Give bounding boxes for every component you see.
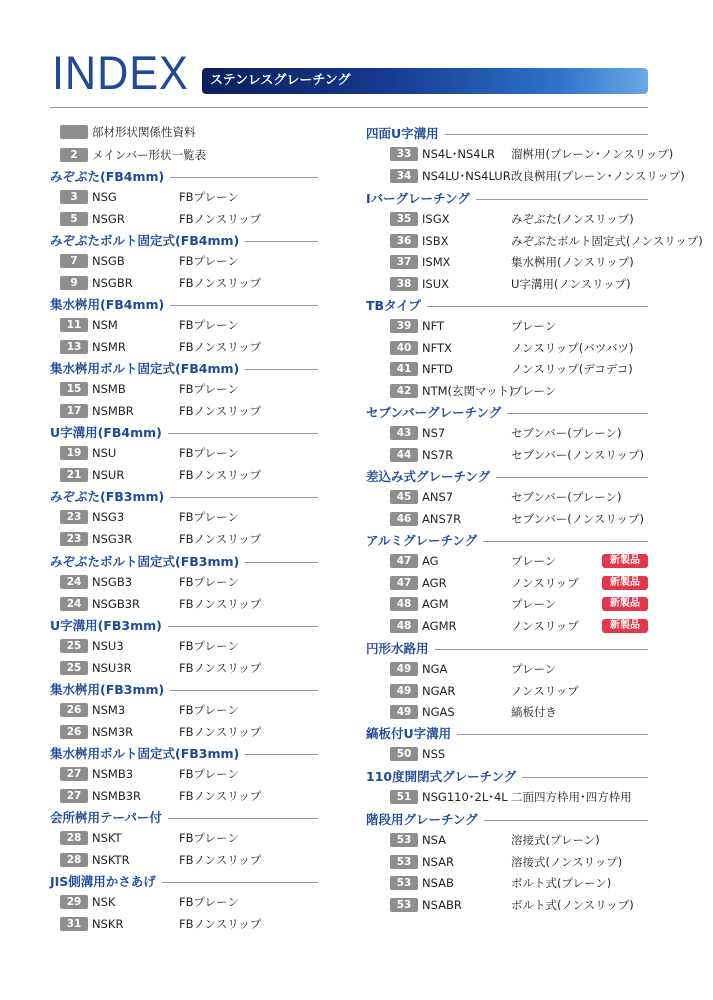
section-heading xyxy=(366,725,648,743)
product-description: セブンバー(プレーン) xyxy=(511,426,622,440)
page-number-badge: 28 xyxy=(60,853,88,867)
product-description: FBノンスリップ xyxy=(179,916,262,931)
page-number-badge: 49 xyxy=(390,684,418,698)
section-rule xyxy=(162,882,318,883)
product-code: NSMR xyxy=(92,339,126,354)
page-number-badge: 42 xyxy=(390,384,418,398)
product-description: ノンスリップ xyxy=(511,618,579,633)
product-description: プレーン xyxy=(511,554,557,568)
page-header xyxy=(0,0,713,120)
section-title: 集水桝用ボルト固定式(FB3mm) xyxy=(50,746,240,761)
category-banner-label: ステンレスグレーチング xyxy=(210,73,351,88)
section-rule xyxy=(507,413,648,414)
section-rule xyxy=(484,820,648,821)
header-divider xyxy=(50,107,648,108)
section-title: 集水桝用(FB3mm) xyxy=(50,682,165,697)
index-entry[interactable] xyxy=(50,401,318,421)
product-code: NSMB3R xyxy=(92,788,142,803)
section-title: みぞぶたボルト固定式(FB3mm) xyxy=(50,554,240,569)
product-description: 改良桝用(プレーン･ノンスリップ) xyxy=(511,168,685,183)
section-rule xyxy=(245,562,318,563)
product-code: NSMB3 xyxy=(92,767,134,781)
section-heading xyxy=(50,681,318,699)
page-number-badge: 53 xyxy=(390,898,418,912)
page-number-badge: 50 xyxy=(390,747,418,761)
product-description: FBノンスリップ xyxy=(179,788,262,803)
section-title: 集水桝用(FB4mm) xyxy=(50,297,165,312)
product-description: セブンバー(ノンスリップ) xyxy=(511,511,644,526)
product-description: FBノンスリップ xyxy=(179,211,262,226)
product-code: NSGR xyxy=(92,211,125,226)
product-code: NSKTR xyxy=(92,852,130,867)
index-entry[interactable] xyxy=(366,423,648,443)
product-code: NSG3 xyxy=(92,510,125,524)
category-banner xyxy=(202,68,648,94)
section-title: セブンバーグレーチング xyxy=(366,405,502,420)
product-code: ISUX xyxy=(422,276,449,291)
section-heading xyxy=(50,232,318,250)
new-product-badge: 新製品 xyxy=(602,554,648,568)
page-number-badge: 17 xyxy=(60,404,88,418)
index-entry[interactable] xyxy=(50,209,318,229)
page-number-badge: 5 xyxy=(60,212,88,226)
product-code: NSUR xyxy=(92,467,125,482)
section-rule xyxy=(245,241,318,242)
page-number-badge: 47 xyxy=(390,576,418,590)
page-number-badge: 29 xyxy=(60,895,88,909)
index-entry[interactable] xyxy=(50,658,318,678)
section-title: U字溝用(FB3mm) xyxy=(50,618,162,633)
page-number-badge: 3 xyxy=(60,190,88,204)
product-code: NTM(玄関マット) xyxy=(422,383,514,398)
page-number-badge: 43 xyxy=(390,426,418,440)
page-number-badge: 7 xyxy=(60,254,88,268)
index-entry[interactable] xyxy=(50,850,318,870)
section-title: 会所桝用テーパー付 xyxy=(50,810,162,825)
index-entry[interactable] xyxy=(366,166,685,186)
section-rule xyxy=(168,626,318,627)
page-number-badge: 53 xyxy=(390,833,418,847)
index-entry[interactable] xyxy=(50,379,318,399)
index-entry[interactable] xyxy=(366,359,648,379)
product-code: ISBX xyxy=(422,233,449,248)
index-entry[interactable] xyxy=(366,702,648,722)
new-product-badge: 新製品 xyxy=(602,619,648,633)
index-entry[interactable] xyxy=(50,892,318,912)
product-description: セブンバー(プレーン) xyxy=(511,490,622,504)
product-description: 溶接式(プレーン) xyxy=(511,833,600,847)
page-number-badge: 23 xyxy=(60,510,88,524)
section-title: みぞぶた(FB4mm) xyxy=(50,169,165,184)
section-title: 差込み式グレーチング xyxy=(366,469,491,484)
page-number-badge: 23 xyxy=(60,532,88,546)
product-description: セブンバー(ノンスリップ) xyxy=(511,447,644,462)
page-number-badge: 46 xyxy=(390,512,418,526)
index-entry[interactable] xyxy=(50,187,318,207)
product-description: FBプレーン xyxy=(179,446,239,460)
section-heading xyxy=(366,468,648,486)
page-number-badge: 31 xyxy=(60,917,88,931)
product-code: AGM xyxy=(422,597,449,611)
index-entry[interactable] xyxy=(366,787,648,807)
section-rule xyxy=(170,497,318,498)
section-rule xyxy=(435,649,648,650)
index-entry[interactable] xyxy=(366,681,648,701)
product-code: AG xyxy=(422,554,439,568)
index-entry[interactable] xyxy=(366,445,648,465)
product-code: NSK xyxy=(92,895,116,909)
page-number-badge: 25 xyxy=(60,639,88,653)
product-code: ISGX xyxy=(422,212,450,226)
index-entry[interactable] xyxy=(50,700,318,720)
section-rule xyxy=(170,177,318,178)
product-code: NSU xyxy=(92,446,117,460)
product-description: ボルト式(プレーン) xyxy=(511,876,612,890)
product-description: FBプレーン xyxy=(179,510,239,524)
page-number-badge: 48 xyxy=(390,619,418,633)
section-title: 四面U字溝用 xyxy=(366,126,439,141)
page-number-badge: 41 xyxy=(390,362,418,376)
product-code: NSMBR xyxy=(92,403,134,418)
product-description: プレーン xyxy=(511,597,557,611)
page-number-badge: 2 xyxy=(60,148,88,162)
section-rule xyxy=(457,734,648,735)
section-title: Iバーグレーチング xyxy=(366,191,470,206)
product-code: NSABR xyxy=(422,897,462,912)
page-number-badge: 49 xyxy=(390,705,418,719)
product-code: NFTD xyxy=(422,362,453,376)
page-number-badge: 48 xyxy=(390,597,418,611)
index-entry[interactable] xyxy=(50,273,318,293)
page-number-badge: 27 xyxy=(60,767,88,781)
page-number-badge: 21 xyxy=(60,468,88,482)
product-description: 溜桝用(プレーン･ノンスリップ) xyxy=(511,147,674,161)
product-description: ノンスリップ xyxy=(511,683,579,698)
product-code: NSGB3 xyxy=(92,575,133,589)
product-code: NSAR xyxy=(422,854,454,869)
page-number-badge: 15 xyxy=(60,382,88,396)
section-heading xyxy=(366,125,648,143)
page-number-badge: 34 xyxy=(390,169,418,183)
product-code: NSG xyxy=(92,190,117,204)
product-description: 二面四方枠用･四方枠用 xyxy=(511,790,632,804)
page-number-badge: 24 xyxy=(60,597,88,611)
product-code: NSU3R xyxy=(92,660,132,675)
section-title: 集水桝用ボルト固定式(FB4mm) xyxy=(50,361,240,376)
index-entry[interactable] xyxy=(366,616,648,636)
product-code: NSU3 xyxy=(92,639,124,653)
page-number-badge: 24 xyxy=(60,575,88,589)
page-number-badge: 51 xyxy=(390,790,418,804)
product-description: FBノンスリップ xyxy=(179,531,262,546)
product-code: NSAB xyxy=(422,876,454,890)
page-title: INDEX xyxy=(52,46,189,99)
section-heading xyxy=(50,488,318,506)
page-number-badge: 19 xyxy=(60,446,88,460)
section-heading xyxy=(50,296,318,314)
section-title: みぞぶた(FB3mm) xyxy=(50,489,165,504)
index-entry[interactable] xyxy=(366,509,648,529)
product-description: FBプレーン xyxy=(179,254,239,268)
section-heading xyxy=(50,745,318,763)
section-rule xyxy=(245,754,318,755)
product-description: FBノンスリップ xyxy=(179,275,262,290)
index-entry[interactable] xyxy=(366,573,648,593)
section-heading xyxy=(366,297,648,315)
index-entry[interactable] xyxy=(366,744,648,764)
index-entry[interactable] xyxy=(50,529,318,549)
section-rule xyxy=(496,477,648,478)
index-entry[interactable] xyxy=(366,873,648,893)
index-entry[interactable] xyxy=(366,274,648,294)
section-title: 円形水路用 xyxy=(366,641,429,656)
product-description: U字溝用(ノンスリップ) xyxy=(511,276,631,291)
product-code: ANS7R xyxy=(422,511,462,526)
product-description: FBプレーン xyxy=(179,639,239,653)
index-entry[interactable] xyxy=(366,594,648,614)
section-heading xyxy=(366,811,648,829)
page-number-badge xyxy=(60,125,88,139)
section-heading xyxy=(366,190,648,208)
product-code: NSKT xyxy=(92,831,122,845)
product-description: FBプレーン xyxy=(179,703,239,717)
section-title: みぞぶたボルト固定式(FB4mm) xyxy=(50,233,240,248)
page-number-badge: 35 xyxy=(390,212,418,226)
product-code: 部材形状関係性資料 xyxy=(92,125,196,139)
product-description: FBプレーン xyxy=(179,318,239,332)
page-number-badge: 53 xyxy=(390,876,418,890)
section-heading xyxy=(50,424,318,442)
product-description: FBノンスリップ xyxy=(179,596,262,611)
section-heading xyxy=(366,768,648,786)
index-entry[interactable] xyxy=(366,487,648,507)
index-entry[interactable] xyxy=(50,251,318,271)
section-heading xyxy=(366,640,648,658)
section-heading xyxy=(366,532,648,550)
section-rule xyxy=(168,818,318,819)
product-code: NSG110･2L･4L xyxy=(422,790,508,804)
section-title: TBタイプ xyxy=(366,298,421,313)
index-entry[interactable] xyxy=(50,828,318,848)
product-code: NS7R xyxy=(422,447,454,462)
product-code: NSMB xyxy=(92,382,126,396)
index-entry[interactable] xyxy=(50,507,318,527)
product-description: FBプレーン xyxy=(179,831,239,845)
section-heading xyxy=(366,404,648,422)
product-code: NGAR xyxy=(422,683,456,698)
index-entry[interactable] xyxy=(50,764,318,784)
page-number-badge: 13 xyxy=(60,340,88,354)
product-code: NSA xyxy=(422,833,446,847)
section-rule xyxy=(483,541,648,542)
index-entry[interactable] xyxy=(366,852,648,872)
product-code: NSGBR xyxy=(92,275,133,290)
section-rule xyxy=(427,306,648,307)
page-number-badge: 11 xyxy=(60,318,88,332)
product-description: FBノンスリップ xyxy=(179,339,262,354)
product-description: FBノンスリップ xyxy=(179,467,262,482)
product-description: みぞぶたボルト固定式(ノンスリップ) xyxy=(511,233,703,248)
section-title: JIS側溝用かさあげ xyxy=(50,874,156,889)
index-entry[interactable] xyxy=(366,830,648,850)
index-entry[interactable] xyxy=(50,572,318,592)
product-description: 集水桝用(ノンスリップ) xyxy=(511,255,634,269)
section-heading xyxy=(50,873,318,891)
index-entry[interactable] xyxy=(50,443,318,463)
product-code: NS4LU･NS4LUR xyxy=(422,168,511,183)
product-code: NS7 xyxy=(422,426,446,440)
product-code: NSG3R xyxy=(92,531,133,546)
section-title: 階段用グレーチング xyxy=(366,812,478,827)
product-description: プレーン xyxy=(511,319,557,333)
section-heading xyxy=(50,617,318,635)
product-code: NFTX xyxy=(422,340,452,355)
product-description: FBプレーン xyxy=(179,575,239,589)
page-number-badge: 49 xyxy=(390,662,418,676)
page-number-badge: 28 xyxy=(60,831,88,845)
product-code: NSM xyxy=(92,318,118,332)
index-entry[interactable] xyxy=(366,209,648,229)
product-description: ボルト式(ノンスリップ) xyxy=(511,897,634,912)
index-entry[interactable] xyxy=(366,231,703,251)
section-title: U字溝用(FB4mm) xyxy=(50,425,162,440)
section-heading xyxy=(50,553,318,571)
index-entry[interactable] xyxy=(366,144,674,164)
page-number-badge: 26 xyxy=(60,703,88,717)
section-title: 縞板付U字溝用 xyxy=(366,726,452,741)
section-title: アルミグレーチング xyxy=(366,533,478,548)
section-rule xyxy=(170,690,318,691)
page-number-badge: 47 xyxy=(390,554,418,568)
product-code: NS4L･NS4LR xyxy=(422,147,495,161)
section-rule xyxy=(168,433,318,434)
index-entry[interactable] xyxy=(366,551,648,571)
page-number-badge: 37 xyxy=(390,255,418,269)
page-number-badge: 26 xyxy=(60,725,88,739)
section-heading xyxy=(50,809,318,827)
product-code: メインバー形状一覧表 xyxy=(92,148,206,162)
product-description: 溶接式(ノンスリップ) xyxy=(511,854,623,869)
index-entry[interactable] xyxy=(366,252,648,272)
new-product-badge: 新製品 xyxy=(602,576,648,590)
product-description: FBプレーン xyxy=(179,895,239,909)
index-entry[interactable] xyxy=(50,315,318,335)
index-entry[interactable] xyxy=(366,659,648,679)
product-description: プレーン xyxy=(511,383,557,398)
product-code: NSKR xyxy=(92,916,124,931)
page-number-badge: 39 xyxy=(390,319,418,333)
product-description: FBプレーン xyxy=(179,190,239,204)
product-code: ISMX xyxy=(422,255,451,269)
page-number-badge: 45 xyxy=(390,490,418,504)
index-entry[interactable] xyxy=(50,636,318,656)
new-product-badge: 新製品 xyxy=(602,597,648,611)
section-rule xyxy=(245,369,318,370)
page-number-badge: 25 xyxy=(60,661,88,675)
product-description: FBノンスリップ xyxy=(179,403,262,418)
section-rule xyxy=(522,777,648,778)
page-number-badge: 38 xyxy=(390,277,418,291)
index-entry[interactable] xyxy=(366,316,648,336)
section-rule xyxy=(170,305,318,306)
index-entry[interactable] xyxy=(50,122,318,142)
page-number-badge: 40 xyxy=(390,341,418,355)
product-code: NSM3R xyxy=(92,724,134,739)
product-code: NSGB xyxy=(92,254,125,268)
section-rule xyxy=(445,134,648,135)
index-entry[interactable] xyxy=(50,337,318,357)
index-entry[interactable] xyxy=(366,895,648,915)
product-description: ノンスリップ(デコデコ) xyxy=(511,362,633,376)
product-description: FBノンスリップ xyxy=(179,852,262,867)
index-entry[interactable] xyxy=(366,338,648,358)
product-code: NSGB3R xyxy=(92,596,141,611)
index-entry[interactable] xyxy=(50,786,318,806)
product-description: ノンスリップ(バツバツ) xyxy=(511,340,634,355)
product-code: AGR xyxy=(422,575,447,590)
page-number-badge: 53 xyxy=(390,855,418,869)
product-description: FBノンスリップ xyxy=(179,724,262,739)
page-number-badge: 33 xyxy=(390,147,418,161)
product-description: プレーン xyxy=(511,662,557,676)
index-entry[interactable] xyxy=(50,914,318,934)
product-description: FBプレーン xyxy=(179,382,239,396)
section-heading xyxy=(50,168,318,186)
product-code: NSS xyxy=(422,747,446,761)
product-description: FBプレーン xyxy=(179,767,239,781)
product-code: ANS7 xyxy=(422,490,454,504)
page-number-badge: 44 xyxy=(390,448,418,462)
index-entry[interactable] xyxy=(50,465,318,485)
product-code: NGA xyxy=(422,662,448,676)
product-code: NGAS xyxy=(422,705,455,719)
product-description: 縞板付き xyxy=(511,705,557,719)
section-title: 110度開閉式グレーチング xyxy=(366,769,517,784)
page-number-badge: 27 xyxy=(60,789,88,803)
index-entry[interactable] xyxy=(50,722,318,742)
product-code: NSM3 xyxy=(92,703,126,717)
section-rule xyxy=(476,199,648,200)
product-description: みぞぶた(ノンスリップ) xyxy=(511,212,634,226)
product-code: AGMR xyxy=(422,618,457,633)
section-heading xyxy=(50,360,318,378)
index-entry[interactable] xyxy=(366,381,648,401)
index-entry[interactable] xyxy=(50,594,318,614)
index-entry[interactable] xyxy=(50,145,318,165)
product-description: ノンスリップ xyxy=(511,575,579,590)
product-code: NFT xyxy=(422,319,445,333)
product-description: FBノンスリップ xyxy=(179,660,262,675)
page-number-badge: 36 xyxy=(390,234,418,248)
page-number-badge: 9 xyxy=(60,276,88,290)
